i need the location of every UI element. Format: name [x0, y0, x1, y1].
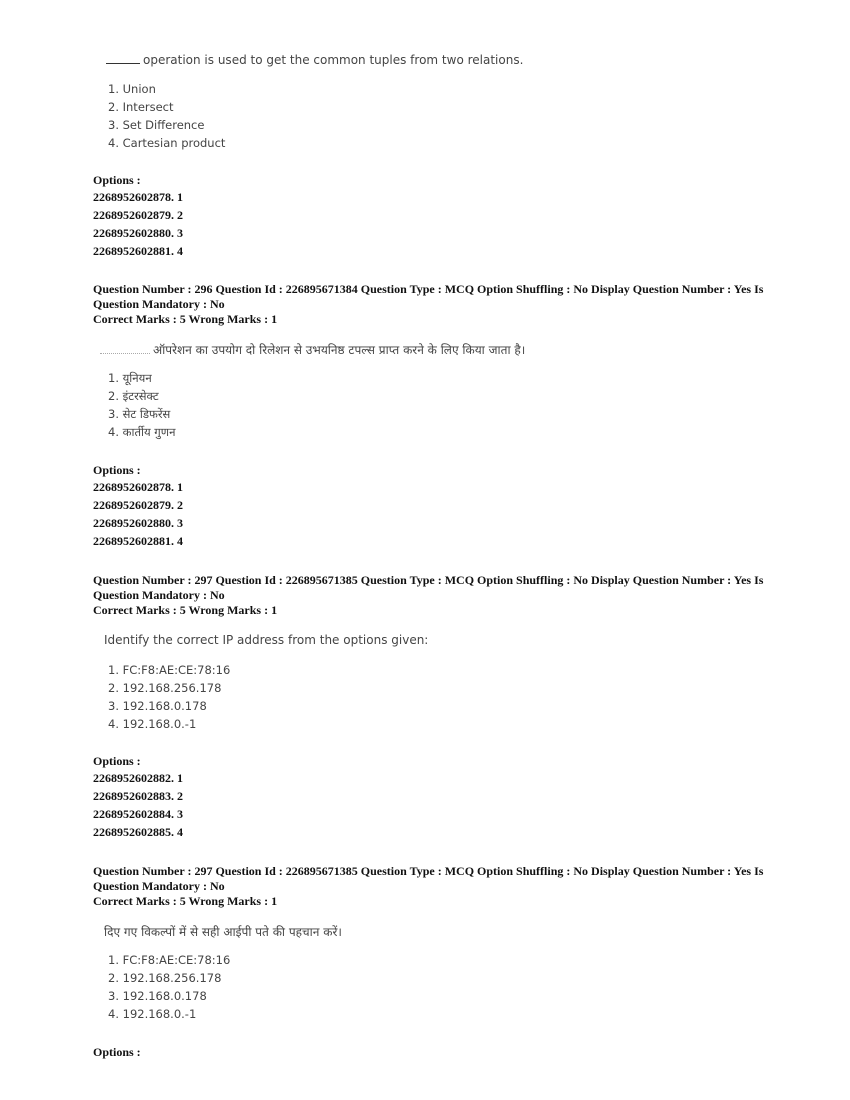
choice-4: 4. कार्तीय गुणन: [108, 425, 176, 439]
question-mandatory-line: Question Mandatory : No: [93, 588, 225, 602]
marks-line: Correct Marks : 5 Wrong Marks : 1: [93, 603, 278, 617]
choice-2: 2. 192.168.256.178: [108, 971, 222, 985]
choice-1: 1. FC:F8:AE:CE:78:16: [108, 663, 231, 677]
question-297-hindi-text: दिए गए विकल्पों में से सही आईपी पते की पहचान करें।: [104, 925, 342, 939]
option-id-4: 2268952602881. 4: [93, 244, 183, 258]
question-meta-296: [93, 282, 773, 327]
option-id-4: 2268952602881. 4: [93, 534, 183, 548]
option-id-3: 2268952602880. 3: [93, 516, 183, 530]
options-label: Options :: [93, 463, 141, 477]
choice-2: 2. Intersect: [108, 100, 174, 114]
question-meta-line: Question Number : 297 Question Id : 226895671385 Question Type : MCQ Option Shuffling : No Display Question Number : Yes Is: [93, 864, 764, 878]
fill-blank: [106, 53, 140, 64]
choice-3: 3. 192.168.0.178: [108, 699, 207, 713]
question-meta-line: Question Number : 297 Question Id : 226895671385 Question Type : MCQ Option Shuffling : No Display Question Number : Yes Is: [93, 573, 764, 587]
question-297-text: Identify the correct IP address from the options given:: [104, 633, 429, 647]
question-295-text: operation is used to get the common tuples from two relations.: [106, 53, 523, 67]
option-id-1: 2268952602882. 1: [93, 771, 183, 785]
marks-line: Correct Marks : 5 Wrong Marks : 1: [93, 312, 278, 326]
options-label: Options :: [93, 1045, 141, 1059]
choice-4: 4. 192.168.0.-1: [108, 717, 197, 731]
question-296-text: ऑपरेशन का उपयोग दो रिलेशन से उभयनिष्ठ टपल्स प्राप्त करने के लिए किया जाता है।: [100, 341, 525, 358]
question-meta-297-hindi: [93, 864, 773, 909]
option-id-2: 2268952602883. 2: [93, 789, 183, 803]
option-id-3: 2268952602880. 3: [93, 226, 183, 240]
choice-2: 2. 192.168.256.178: [108, 681, 222, 695]
choice-4: 4. 192.168.0.-1: [108, 1007, 197, 1021]
option-id-3: 2268952602884. 3: [93, 807, 183, 821]
option-id-1: 2268952602878. 1: [93, 480, 183, 494]
question-meta-297: [93, 573, 773, 618]
option-id-2: 2268952602879. 2: [93, 208, 183, 222]
choice-3: 3. Set Difference: [108, 118, 205, 132]
choice-1: 1. Union: [108, 82, 156, 96]
marks-line: Correct Marks : 5 Wrong Marks : 1: [93, 894, 278, 908]
question-meta-line: Question Number : 296 Question Id : 226895671384 Question Type : MCQ Option Shuffling : No Display Question Number : Yes Is: [93, 282, 764, 296]
choice-2: 2. इंटरसेक्ट: [108, 389, 159, 403]
option-id-1: 2268952602878. 1: [93, 190, 183, 204]
choice-1: 1. FC:F8:AE:CE:78:16: [108, 953, 231, 967]
option-id-2: 2268952602879. 2: [93, 498, 183, 512]
option-id-4: 2268952602885. 4: [93, 825, 183, 839]
fill-blank: [100, 343, 150, 354]
options-label: Options :: [93, 173, 141, 187]
options-label: Options :: [93, 754, 141, 768]
choice-3: 3. सेट डिफरेंस: [108, 407, 171, 421]
question-mandatory-line: Question Mandatory : No: [93, 879, 225, 893]
choice-3: 3. 192.168.0.178: [108, 989, 207, 1003]
question-mandatory-line: Question Mandatory : No: [93, 297, 225, 311]
choice-1: 1. यूनियन: [108, 371, 152, 385]
choice-4: 4. Cartesian product: [108, 136, 226, 150]
